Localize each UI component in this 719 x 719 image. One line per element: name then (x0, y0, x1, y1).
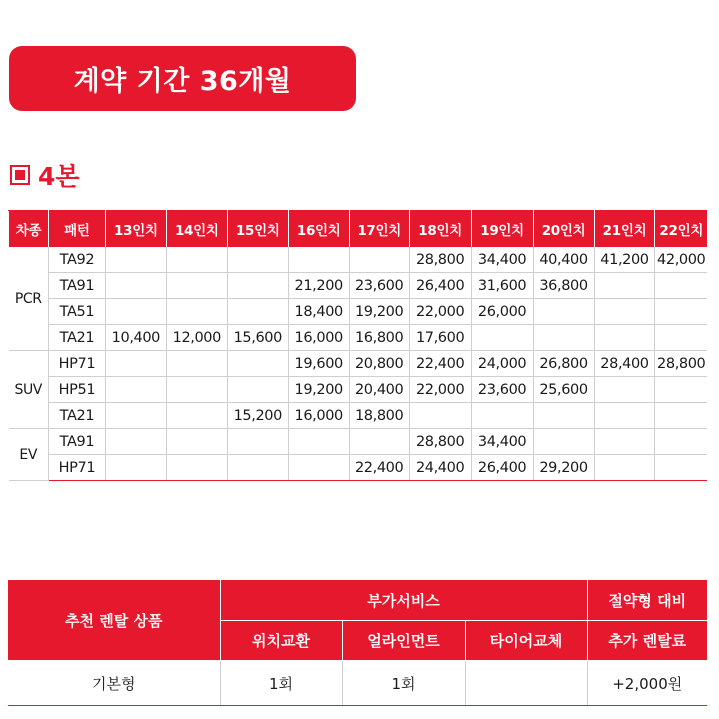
price-cell: 28,800 (409, 247, 471, 273)
col-header: 22인치 (655, 211, 707, 247)
pattern-cell: TA91 (48, 429, 105, 455)
price-cell: 16,000 (288, 403, 349, 429)
pattern-cell: HP71 (48, 455, 105, 481)
price-cell (655, 429, 707, 455)
pattern-cell: HP71 (48, 351, 105, 377)
price-cell (349, 247, 409, 273)
service-count (465, 661, 587, 706)
price-cell (655, 299, 707, 325)
price-cell: 20,800 (349, 351, 409, 377)
service-name: 타이어교체 (465, 621, 587, 661)
col-header: 16인치 (288, 211, 349, 247)
table-row (9, 429, 708, 455)
price-cell (594, 325, 655, 351)
extra-fee: +2,000원 (587, 661, 707, 706)
price-cell (594, 377, 655, 403)
table-row (9, 403, 708, 429)
price-cell (105, 377, 166, 403)
price-cell: 26,800 (533, 351, 594, 377)
price-cell: 28,400 (594, 351, 655, 377)
price-cell: 22,400 (409, 351, 471, 377)
service-name: 위치교환 (220, 621, 342, 661)
price-cell (227, 377, 288, 403)
service-count: 1회 (342, 661, 465, 706)
service-count: 1회 (220, 661, 342, 706)
price-cell: 12,000 (166, 325, 227, 351)
price-cell (288, 455, 349, 481)
price-cell: 23,600 (349, 273, 409, 299)
price-cell (471, 325, 533, 351)
price-cell (166, 351, 227, 377)
service-name: 얼라인먼트 (342, 621, 465, 661)
col-header: 15인치 (227, 211, 288, 247)
price-cell: 26,400 (409, 273, 471, 299)
price-cell: 22,000 (409, 299, 471, 325)
table-row (9, 377, 708, 403)
price-cell (349, 429, 409, 455)
price-cell (227, 429, 288, 455)
car-type-cell: PCR (9, 247, 49, 351)
price-cell: 19,200 (288, 377, 349, 403)
price-table-header-row (9, 211, 708, 247)
pattern-cell: TA91 (48, 273, 105, 299)
price-cell (227, 351, 288, 377)
price-cell (227, 299, 288, 325)
service-table (8, 579, 707, 706)
price-cell: 23,600 (471, 377, 533, 403)
price-cell: 21,200 (288, 273, 349, 299)
price-cell (105, 247, 166, 273)
price-cell (105, 455, 166, 481)
table-row (9, 247, 708, 273)
price-cell: 18,800 (349, 403, 409, 429)
price-cell (533, 429, 594, 455)
price-cell: 15,600 (227, 325, 288, 351)
col-header: 19인치 (471, 211, 533, 247)
price-cell: 10,400 (105, 325, 166, 351)
price-cell (533, 299, 594, 325)
product-header: 추천 렌탈 상품 (8, 580, 220, 661)
table-row (9, 273, 708, 299)
compare-header-2: 추가 렌탈료 (587, 621, 707, 661)
price-cell: 24,000 (471, 351, 533, 377)
banner-title: 계약 기간 36개월 (73, 66, 292, 97)
price-cell: 18,400 (288, 299, 349, 325)
price-cell (655, 403, 707, 429)
price-cell (594, 299, 655, 325)
col-header: 18인치 (409, 211, 471, 247)
price-cell (166, 247, 227, 273)
compare-header-1: 절약형 대비 (587, 580, 707, 621)
table-row (9, 351, 708, 377)
col-header: 20인치 (533, 211, 594, 247)
price-cell: 42,000 (655, 247, 707, 273)
pattern-cell: HP51 (48, 377, 105, 403)
col-header: 21인치 (594, 211, 655, 247)
price-cell: 40,400 (533, 247, 594, 273)
price-cell: 17,600 (409, 325, 471, 351)
price-cell (166, 455, 227, 481)
price-cell: 34,400 (471, 429, 533, 455)
price-cell (594, 455, 655, 481)
price-cell (105, 273, 166, 299)
service-row (8, 661, 707, 706)
price-cell: 26,000 (471, 299, 533, 325)
car-type-cell: EV (9, 429, 49, 481)
price-cell: 26,400 (471, 455, 533, 481)
price-cell (594, 273, 655, 299)
pattern-cell: TA92 (48, 247, 105, 273)
price-cell (594, 429, 655, 455)
price-cell (533, 325, 594, 351)
car-type-cell: SUV (9, 351, 49, 429)
price-cell: 20,400 (349, 377, 409, 403)
price-cell (166, 299, 227, 325)
square-bullet-icon (10, 165, 30, 185)
price-cell (166, 377, 227, 403)
price-cell (655, 377, 707, 403)
price-cell: 25,600 (533, 377, 594, 403)
col-header: 패턴 (48, 211, 105, 247)
price-cell: 22,000 (409, 377, 471, 403)
price-table (8, 210, 707, 481)
price-cell: 36,800 (533, 273, 594, 299)
price-cell: 22,400 (349, 455, 409, 481)
section-heading (10, 157, 80, 193)
contract-period-banner (9, 46, 356, 111)
price-cell (105, 429, 166, 455)
price-cell: 16,000 (288, 325, 349, 351)
pattern-cell: TA21 (48, 403, 105, 429)
price-cell (105, 299, 166, 325)
service-header-row-1 (8, 580, 707, 621)
price-cell (105, 403, 166, 429)
price-cell: 19,600 (288, 351, 349, 377)
pattern-cell: TA21 (48, 325, 105, 351)
price-cell: 34,400 (471, 247, 533, 273)
price-table-body (9, 247, 708, 481)
price-cell: 24,400 (409, 455, 471, 481)
price-cell (166, 403, 227, 429)
price-cell (105, 351, 166, 377)
price-cell: 15,200 (227, 403, 288, 429)
price-cell: 31,600 (471, 273, 533, 299)
product-name: 기본형 (8, 661, 220, 706)
price-cell (288, 429, 349, 455)
price-cell: 19,200 (349, 299, 409, 325)
section-title-text: 4본 (38, 162, 80, 191)
price-cell (533, 403, 594, 429)
price-cell (227, 455, 288, 481)
col-header: 14인치 (166, 211, 227, 247)
table-row (9, 455, 708, 481)
price-cell (227, 273, 288, 299)
service-header: 부가서비스 (220, 580, 587, 621)
pattern-cell: TA51 (48, 299, 105, 325)
table-row (9, 325, 708, 351)
price-cell (227, 247, 288, 273)
price-cell (655, 455, 707, 481)
price-cell (594, 403, 655, 429)
price-cell (471, 403, 533, 429)
price-cell: 16,800 (349, 325, 409, 351)
col-header: 차종 (9, 211, 49, 247)
price-cell (655, 325, 707, 351)
price-cell (166, 429, 227, 455)
col-header: 17인치 (349, 211, 409, 247)
price-cell: 29,200 (533, 455, 594, 481)
price-cell: 41,200 (594, 247, 655, 273)
price-cell (166, 273, 227, 299)
price-cell (655, 273, 707, 299)
price-cell: 28,800 (655, 351, 707, 377)
price-cell: 28,800 (409, 429, 471, 455)
col-header: 13인치 (105, 211, 166, 247)
price-cell (409, 403, 471, 429)
price-cell (288, 247, 349, 273)
table-row (9, 299, 708, 325)
